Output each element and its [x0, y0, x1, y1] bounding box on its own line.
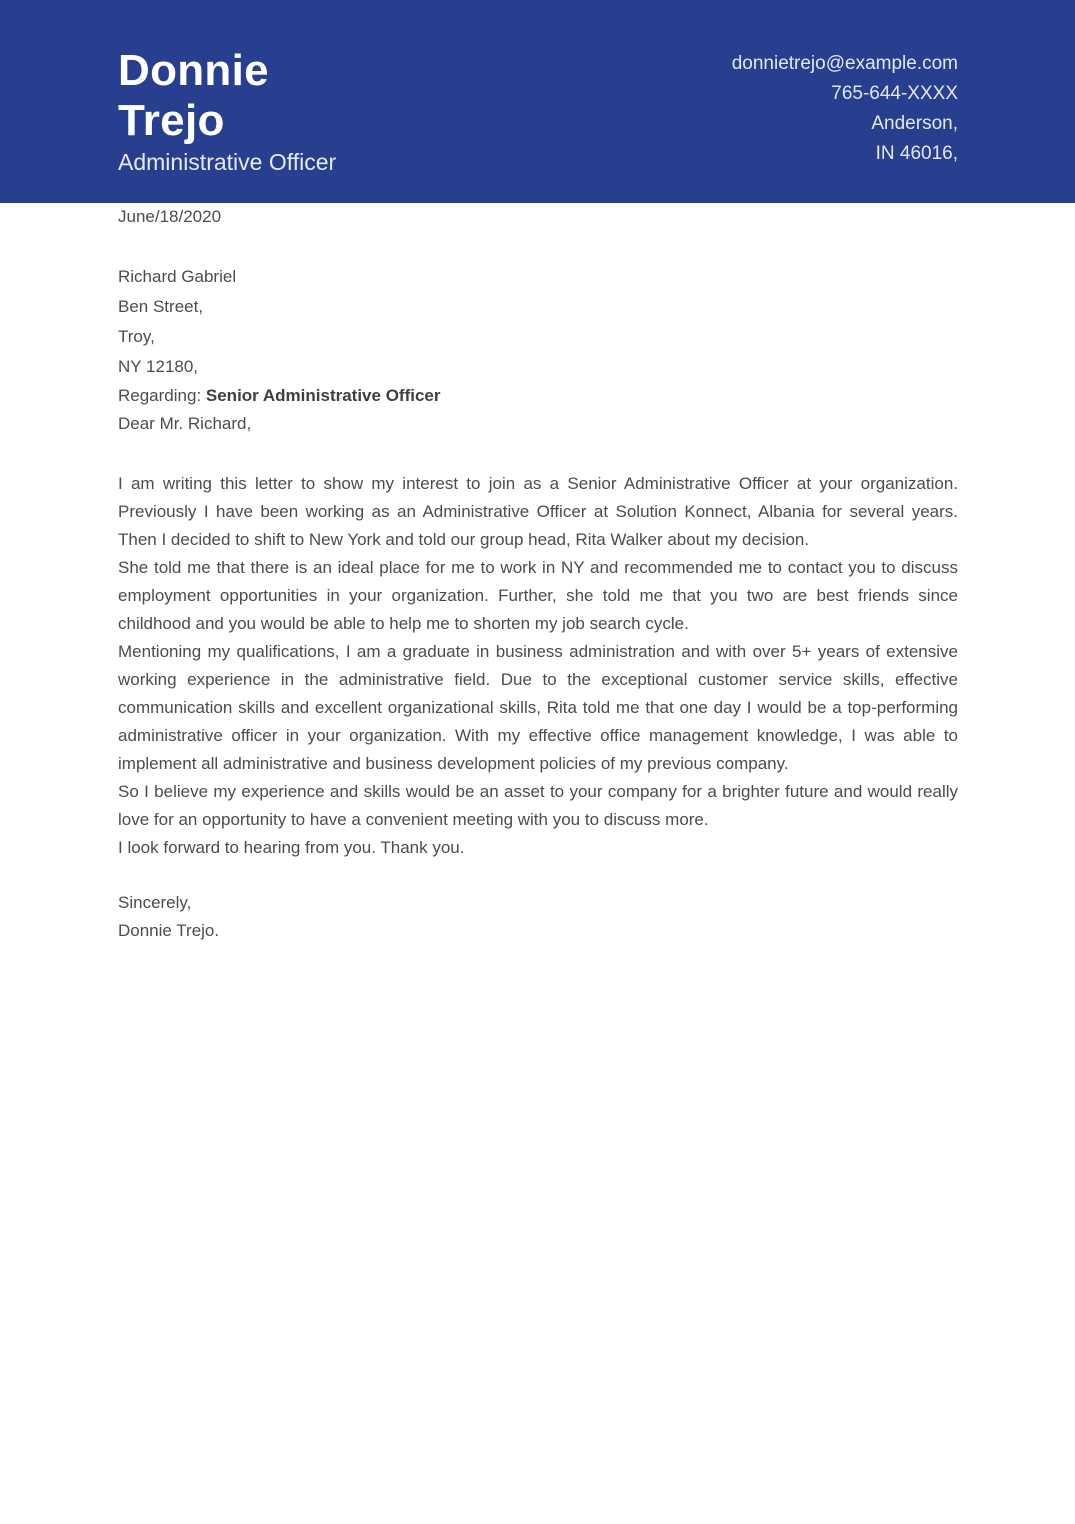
contact-info: [732, 0, 958, 169]
letter-paragraph-1: I am writing this letter to show my interest to join as a Senior Administrative Officer at your organization. Previously I have been working as an Administrative Officer at Solution Konnect, Albania for several years. Then I decided to shift to New York and told our group head, Rita Walker about my decision.: [118, 474, 958, 549]
letter-paragraph-5: I look forward to hearing from you. Thank you.: [118, 838, 465, 857]
sender-identity: [118, 0, 336, 177]
recipient-street: Ben Street,: [118, 297, 204, 316]
regarding-label: Regarding:: [118, 386, 206, 405]
recipient-city: Troy,: [118, 327, 155, 346]
recipient-state-zip: NY 12180,: [118, 357, 199, 376]
letter-date: June/18/2020: [118, 207, 222, 226]
sender-first-name: Donnie: [118, 46, 269, 95]
letter-paragraph-2: She told me that there is an ideal place for me to work in NY and recommended me to contact you to discuss employment opportunities in your organization. Further, she told me that you two are best friends since childhood and you would be able to help me to shorten my job search cycle.: [118, 558, 958, 633]
recipient-address: [118, 262, 958, 382]
salutation: Dear Mr. Richard,: [118, 414, 252, 433]
sender-job-title: Administrative Officer: [118, 149, 337, 175]
regarding-position: Senior Administrative Officer: [205, 386, 441, 405]
contact-email: donnietrejo@example.com: [731, 53, 958, 74]
letter-paragraph-4: So I believe my experience and skills would be an asset to your company for a brighter future and would really love for an opportunity to have a convenient meeting with you to discuss more.: [118, 782, 958, 829]
closing-word: Sincerely,: [118, 893, 192, 912]
contact-phone: 765-644-XXXX: [831, 83, 958, 104]
contact-state-zip: IN 46016,: [875, 143, 958, 164]
sender-last-name: Trejo: [118, 96, 225, 145]
letter-header: [0, 0, 1075, 203]
letter-paragraph-3: Mentioning my qualifications, I am a graduate in business administration and with over 5+ years of extensive working experience in the administrative field. Due to the exceptional customer service skills, effective communication skills and excellent organizational skills, Rita told me that one day I would be a top-performing administrative officer in your organization. With my effective office management knowledge, I was able to implement all administrative and business development policies of my previous company.: [118, 642, 958, 773]
contact-city: Anderson,: [871, 113, 958, 134]
regarding-line: [118, 382, 958, 410]
recipient-name: Richard Gabriel: [118, 267, 237, 286]
closing-block: [118, 889, 958, 945]
signature-name: Donnie Trejo.: [118, 921, 220, 940]
letter-body: [0, 203, 1075, 945]
